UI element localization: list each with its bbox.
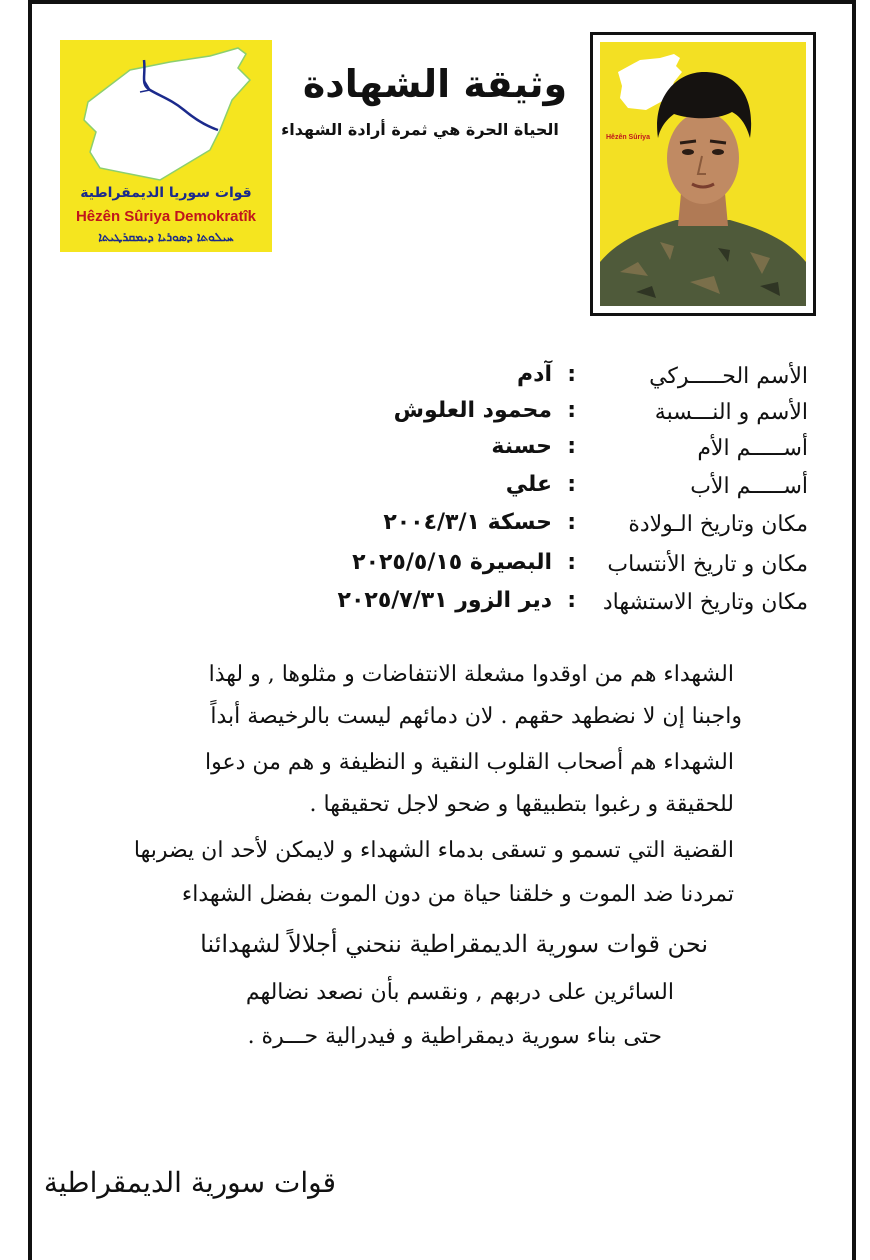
info-value: محمود العلوش — [393, 398, 552, 423]
tribute-line: القضية التي تسمو و تسقى بدماء الشهداء و لايمكن لأحد ان يضربها — [133, 838, 734, 863]
tribute-line: الشهداء هم من اوقدوا مشعلة الانتفاضات و مثلوها , و لهذا — [208, 662, 734, 687]
tribute-line: نحن قوات سورية الديمقراطية ننحني أجلالاً لشهدائنا — [200, 930, 708, 958]
info-row-martyrdom — [0, 586, 870, 622]
tribute-line: للحقيقة و رغبوا بتطبيقها و ضحو لاجل تحقيقها . — [309, 792, 734, 817]
tribute-line: حتى بناء سورية ديمقراطية و فيدرالية حـــرة . — [247, 1024, 662, 1049]
info-row-full-name — [0, 396, 870, 432]
info-value: علي — [505, 472, 552, 497]
tribute-line: الشهداء هم أصحاب القلوب النقية و النظيفة و هم من دعوا — [205, 750, 734, 775]
info-row-father-name — [0, 470, 870, 506]
logo-arabic-name: قوات سوريا الديمقراطية — [80, 185, 252, 201]
sdf-logo — [60, 40, 272, 252]
info-colon: : — [567, 510, 576, 535]
info-value: البصيرة ٢٠٢٥/٥/١٥ — [352, 550, 552, 575]
signature: قوات سورية الديمقراطية — [43, 1166, 336, 1199]
info-row-mother-name — [0, 432, 870, 468]
info-value: حسنة — [491, 434, 552, 459]
portrait-icon — [600, 42, 806, 306]
info-value: آدم — [517, 362, 552, 387]
tribute-line: السائرين على دربهم , ونقسم بأن نصعد نضالهم — [245, 980, 674, 1005]
info-row-nom-de-guerre — [0, 360, 870, 396]
info-colon: : — [567, 362, 576, 387]
document-title: وثيقة الشهادة — [302, 62, 568, 106]
info-colon: : — [567, 588, 576, 613]
info-label: الأسم الحـــــركي — [649, 364, 808, 389]
info-colon: : — [567, 472, 576, 497]
info-label: مكان وتاريخ الـولادة — [628, 512, 808, 537]
logo-kurdish-name: Hêzên Sûriya Demokratîk — [75, 208, 257, 225]
tribute-line: واجبنا إن لا نضطهد حقهم . لان دمائهم ليست بالرخيصة أبداً — [210, 704, 742, 729]
info-label: مكان و تاريخ الأنتساب — [607, 552, 808, 577]
info-label: الأسم و النـــسبة — [654, 400, 808, 425]
info-value: حسكة ٢٠٠٤/٣/١ — [383, 510, 552, 535]
info-label: أســـــم الأب — [690, 474, 808, 499]
martyr-photo — [600, 42, 806, 306]
info-label: أســـــم الأم — [697, 436, 808, 461]
document-subtitle: الحياة الحرة هي ثمرة أرادة الشهداء — [281, 120, 559, 139]
info-value: دير الزور ٢٠٢٥/٧/٣١ — [337, 588, 552, 613]
info-colon: : — [567, 550, 576, 575]
info-colon: : — [567, 398, 576, 423]
info-colon: : — [567, 434, 576, 459]
photo-logo-label: Hêzên Sûriya — [606, 134, 650, 141]
info-label: مكان وتاريخ الاستشهاد — [602, 590, 808, 615]
info-row-birth — [0, 508, 870, 544]
info-row-enlistment — [0, 548, 870, 584]
tribute-line: تمردنا ضد الموت و خلقنا حياة من دون الموت بفضل الشهداء — [181, 882, 734, 907]
logo-syriac-name: ܚܝܠܘܬܐ ܕܣܘܪܝܐ ܕܝܡܩܪܛܝܬܐ — [98, 230, 234, 244]
